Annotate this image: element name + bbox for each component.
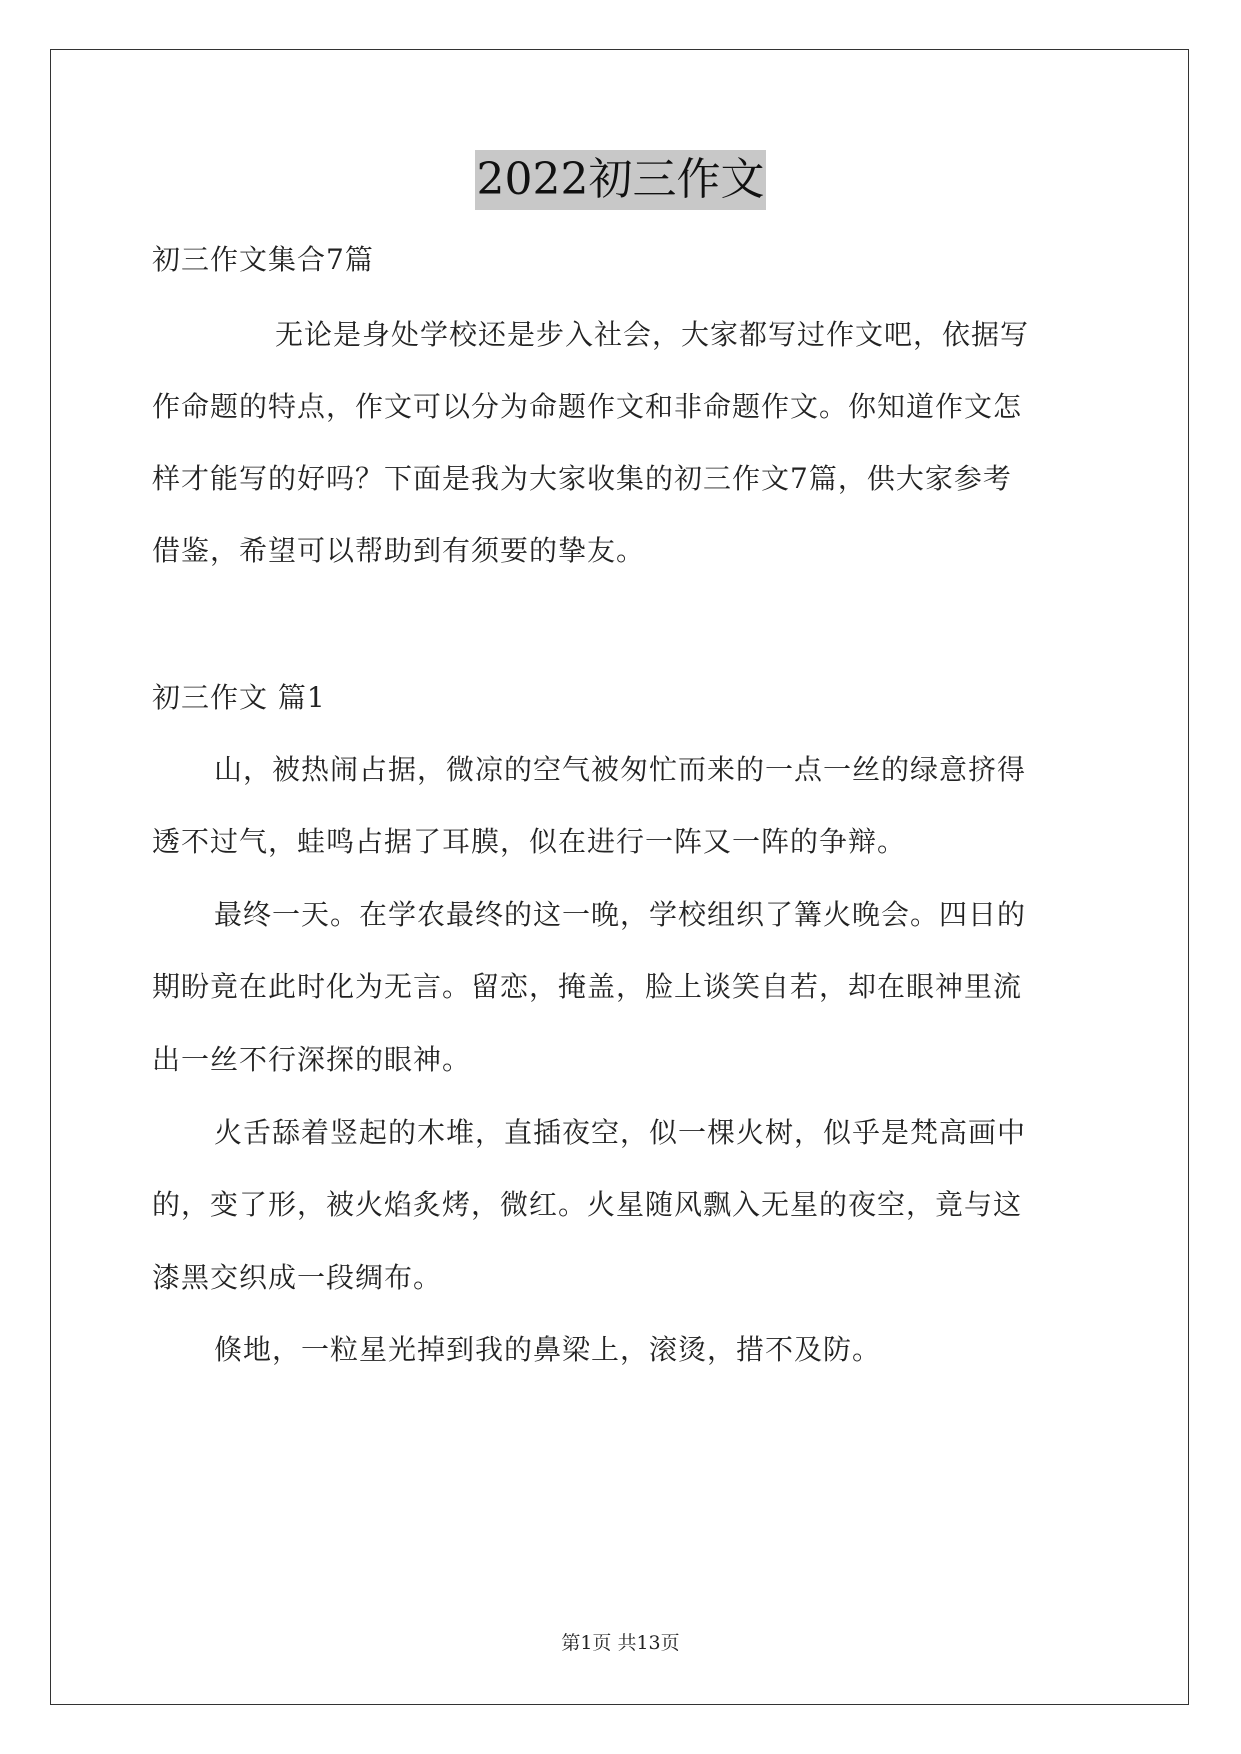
page-footer: 第1页 共13页	[561, 1632, 680, 1654]
collection-heading: 初三作文集合7篇	[152, 243, 374, 276]
intro-line: 作命题的特点，作文可以分为命题作文和非命题作文。你知道作文怎	[152, 390, 1023, 423]
body-line: 期盼竟在此时化为无言。留恋，掩盖，脸上谈笑自若，却在眼神里流	[152, 970, 1023, 1003]
body-line: 漆黑交织成一段绸布。	[152, 1261, 443, 1294]
body-line: 透不过气，蛙鸣占据了耳膜，似在进行一阵又一阵的争辩。	[152, 825, 907, 858]
body-line: 的，变了形，被火焰炙烤，微红。火星随风飘入无星的夜空，竟与这	[152, 1188, 1023, 1221]
body-line: 倏地，一粒星光掉到我的鼻梁上，滚烫，措不及防。	[214, 1333, 882, 1366]
intro-line: 无论是身处学校还是步入社会，大家都写过作文吧，依据写	[275, 318, 1030, 351]
title-container	[0, 150, 1241, 210]
page-border	[50, 49, 1189, 1705]
body-line: 山，被热闹占据，微凉的空气被匆忙而来的一点一丝的绿意挤得	[214, 753, 1027, 786]
body-line: 出一丝不行深探的眼神。	[152, 1043, 472, 1076]
body-line: 火舌舔着竖起的木堆，直插夜空，似一棵火树，似乎是梵高画中	[214, 1116, 1027, 1149]
intro-line: 样才能写的好吗？下面是我为大家收集的初三作文7篇，供大家参考	[152, 462, 1012, 495]
intro-line: 借鉴，希望可以帮助到有须要的挚友。	[152, 534, 646, 567]
section-heading: 初三作文 篇1	[152, 681, 326, 714]
document-title: 2022初三作文	[475, 150, 767, 210]
body-line: 最终一天。在学农最终的这一晚，学校组织了篝火晚会。四日的	[214, 898, 1027, 931]
